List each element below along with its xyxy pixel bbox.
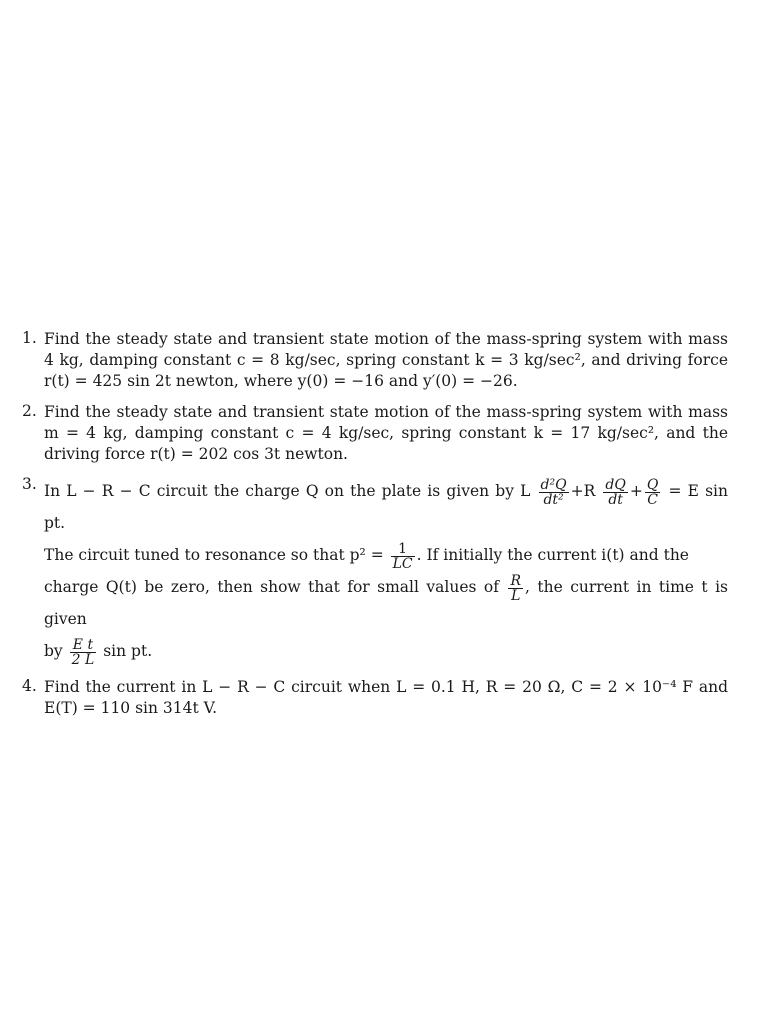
fraction-et-2l: $\frac{\text{E t}}{2 L}$ [71, 636, 95, 668]
problem-number: 3. [22, 475, 37, 493]
text-segment: charge Q(t) be zero, then show that for small values of [44, 578, 499, 596]
problem-4 [22, 677, 728, 719]
text-segment: = E sin pt. [44, 482, 728, 532]
text-segment: In L − R − C circuit the charge Q on the plate is given by L [44, 482, 531, 500]
problem-list [22, 329, 728, 729]
text-segment: The circuit tuned to resonance so that p² = [44, 546, 384, 564]
fraction-d2q-dt2: $\frac{\text{d²Q}}{\text{dt²}}$ [540, 476, 567, 508]
problem-number: 4. [22, 677, 37, 695]
text-segment: , the current in time t is given [44, 578, 728, 628]
problem-1 [22, 329, 728, 392]
fraction-q-c: $\frac{Q}{C}$ [646, 476, 659, 508]
problem-number: 1. [22, 329, 37, 347]
text-segment: sin pt. [103, 642, 153, 660]
problem-text: Find the steady state and transient state motion of the mass-spring system with mass 4 kg, damping constant c = 8 kg/sec, spring constant k = 3 kg/sec², and driving force r(t) = 425 sin 2t newton, where y(0) = −16 and y′(0) = −26. [44, 330, 728, 390]
problem-3 [22, 475, 728, 667]
problem-text [44, 475, 728, 667]
fraction-1-lc: $\frac{1}{LC}$ [392, 540, 413, 572]
text-segment: +R [570, 482, 596, 500]
fraction-dq-dt: $\frac{dQ}{dt}$ [605, 476, 626, 508]
problem-2 [22, 402, 728, 465]
fraction-r-l: $\frac{R}{L}$ [510, 572, 521, 604]
text-segment: . If initially the current i(t) and the [416, 546, 689, 564]
problem-number: 2. [22, 402, 37, 420]
text-segment: by [44, 642, 63, 660]
text-segment: + [629, 482, 643, 500]
problem-text: Find the current in L − R − C circuit when L = 0.1 H, R = 20 Ω, C = 2 × 10⁻⁴ F and E(T) = 110 sin 314t V. [44, 678, 728, 717]
problem-text: Find the steady state and transient state motion of the mass-spring system with mass m = 4 kg, damping constant c = 4 kg/sec, spring constant k = 17 kg/sec², and the driving force r(t) = 202 cos 3t newton. [44, 403, 728, 463]
